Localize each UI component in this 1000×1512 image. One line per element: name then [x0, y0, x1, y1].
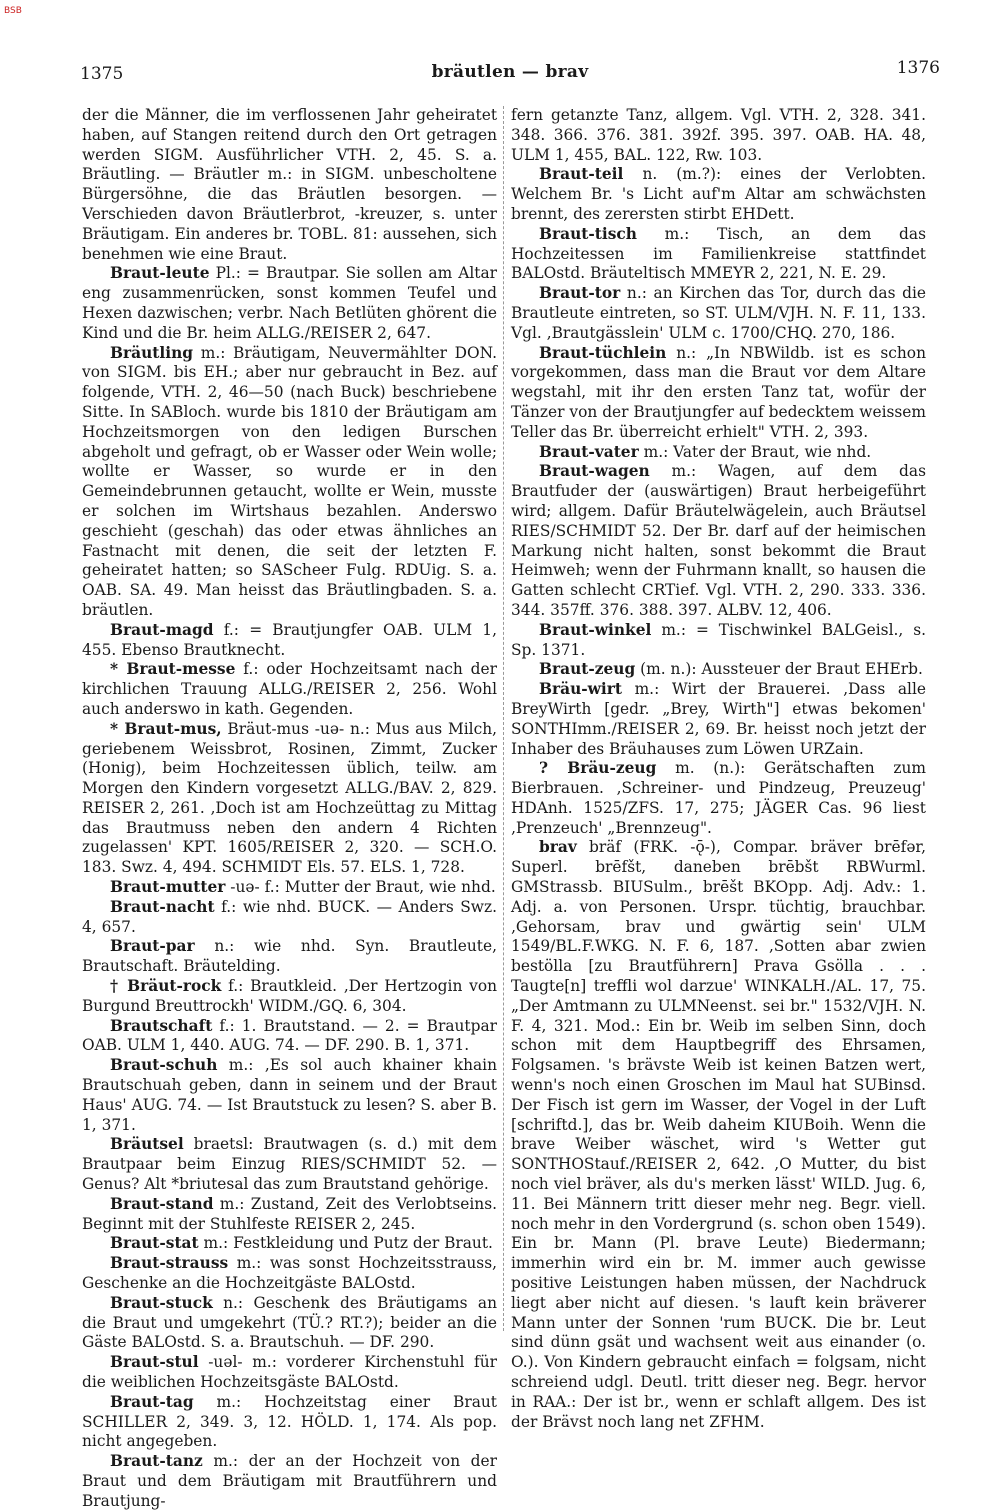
entry-lemma: Braut-stuck	[110, 1293, 213, 1312]
entry-lemma: † Bräut-rock	[110, 977, 222, 996]
entry-text: m.: Wagen, auf dem das Brautfuder der (auswärtigen) Braut herbeigeführt wird; allgem. Dafür Bräutelwägelein, auch Bräutsel RIES/SCHMIDT 52. Der Br. darf auf der heimischen Markung nicht halten, sonst bekommt die Braut Heimweh; wenn der Fuhrmann knallt, so hausen die Gatten schlecht CRTief. Vgl. VTH. 2, 290. 333. 336. 344. 357ff. 376. 388. 397. ALBV. 12, 406.	[511, 462, 926, 619]
entry-lemma: Braut-tüchlein	[539, 343, 667, 362]
entry	[82, 1452, 497, 1511]
entry	[511, 838, 926, 1432]
entry-lemma: Bräu-wirt	[539, 680, 622, 699]
library-stamp: BSB	[4, 6, 22, 16]
entry-lemma: Braut-mutter	[110, 878, 226, 897]
entry-text: f.: wie nhd. BUCK. — Anders Swz. 4, 657.	[82, 897, 497, 936]
entry-lemma: Braut-tor	[539, 284, 621, 303]
entry-text: braetsl: Brautwagen (s. d.) mit dem Brautpaar beim Einzug RIES/SCHMIDT 52. — Genus? Alt *briutesal das zum Brautstand gehörige.	[82, 1135, 497, 1194]
entry-lemma: Brautschaft	[110, 1016, 213, 1035]
entry-lemma: Braut-stul	[110, 1353, 199, 1372]
entry-text: -uə- f.: Mutter der Braut, wie nhd.	[230, 878, 496, 897]
entry-text: m.: Hochzeitstag einer Braut SCHILLER 2, 349. 3, 12. HÖLD. 1, 174. Als pop. nicht angegeben.	[82, 1392, 497, 1451]
entry-lemma: * Braut-messe	[110, 660, 236, 679]
entry	[82, 1195, 497, 1235]
entry-text: m.: der an der Hochzeit von der Braut und dem Bräutigam mit Brautführern und Brautjung-	[82, 1452, 497, 1510]
entry	[82, 106, 497, 264]
left-column	[82, 106, 498, 1510]
entry-text: bräf (FRK. -ǭ-), Compar. bräver brēfər, Superl. brēfšt, daneben brēbšt RBWurml. GMStrassb. BIUSulm., brēšt BKOpp. Adj. Adv.: 1. Adj. a. von Personen. Urspr. tüchtig, brauchbar. ‚Gehorsam, brav und gwärtig sein' ULM 1549/BL.F.WKG. N. F. 6, 187. ‚Sotten abar zwien bestölla [zu Brautführern] Prava Gsölla . . . Taugte[n] treffli wol darzue' WINKALH./AL. 17, 75. „Der Amtmann zu ULMNeenst. sei br." 1532/VJH. N. F. 4, 321. Mod.: Ein br. Weib im selben Sinn, doch schon mit dem Hauptbegriff des Ehrsamen, Folgsamen. 's brävste Weib ist keinen Batzen wert, wenn's noch einen Groschen im Maul hat SUBinsd. Der Fisch ist gern im Wasser, der Vogel in der Luft [schriftd.], das br. Weib daheim KIUBoih. Wenn die brave Weiber wäschet, wird 's Wetter gut SONTHOStauf./REISER 2, 642. ‚O Mutter, du bist noch viel bräver, als du's merken lässt' WILD. Jug. 6, 11. Bei Männern tritt dieser mehr neg. Begr. viell. noch mehr in den Vordergrund (s. schon oben 1549). Ein br. Mann (Pl. brave Leute) Biedermann; immerhin wird ein br. M. immer auch gewisse positive Leistungen haben müssen, der Nachdruck liegt aber nicht auf diesen. 's lauft kein bräverer Mann unter der Sonnen 'rum BUCK. Die br. Leut sind dünn gsät und wachsent weit aus einander (o. O.). Von Kindern gebraucht einfach = folgsam, nicht schreiend udgl. Deutl. tritt dieser neg. Begr. hervor in RAA.: Der ist br., wenn er schlaft allgem. Des ist der Brävst noch lang net ZFHM.	[511, 838, 926, 1431]
entry	[82, 1254, 497, 1294]
entry-text: f.: Brautkleid. ‚Der Hertzogin von Burgund Breuttrockh' WIDM./GQ. 6, 304.	[82, 977, 498, 1015]
entry-lemma: ? Bräu-zeug	[539, 759, 657, 778]
entry-lemma: * Braut-mus,	[110, 719, 222, 738]
column-divider	[503, 106, 504, 1331]
entry	[82, 977, 497, 1017]
entry-text: n.: an Kirchen das Tor, durch das die Brautleute eintreten, so ST. ULM/VJH. N. F. 11, 133. Vgl. ‚Brautgässlein' ULM c. 1700/CHQ. 270, 186.	[511, 284, 926, 342]
entry-text: fern getanzte Tanz, allgem. Vgl. VTH. 2, 328. 341. 348. 366. 376. 381. 392f. 395. 397. OAB. HA. 48, ULM 1, 455, BAL. 122, Rw. 103.	[511, 106, 926, 164]
entry-lemma: brav	[539, 838, 577, 857]
page-number-right: 1376	[896, 58, 940, 78]
entry-text: m.: Wirt der Brauerei. ‚Dass alle BreyWirth [gedr. „Brey, Wirth"] etwas bekomen' SONTHImm./REISER 2, 69. Br. heisst noch jetzt der Inhaber des Bräuhauses zum Löwen URZain.	[511, 680, 926, 758]
entry-text: n.: „In NBWildb. ist es schon vorgekommen, dass man die Braut vor dem Altare wegstahl, mit ihr den ersten Tanz tat, wofür der Tänzer von der Brautjungfer auf bedecktem weissem Teller das Br. überreicht erhielt" VTH. 2, 393.	[511, 343, 926, 441]
entry-text: f.: 1. Brautstand. — 2. = Brautpar OAB. ULM 1, 440. AUG. 74. — DF. 290. B. 1, 371.	[82, 1016, 497, 1055]
entry-text: m.: = Tischwinkel BALGeisl., s. Sp. 1371.	[511, 620, 926, 659]
entry-text: m.: Bräutigam, Neuvermählter DON. von SIGM. bis EH.; aber nur gebraucht in Bez. auf folgende, VTH. 2, 46—50 (nach Buck) beschriebene Sitte. In SABloch. wurde bis 1810 der Bräutigam am Hochzeitsmorgen von den ledigen Burschen abgeholt und gefragt, ob er Wasser oder Wein wolle; wollte er Wasser, so wurde er in den Gemeindebrunnen getaucht, wollte er Wein, musste er solchen im Wirtshaus bezahlen. Anderswo geschieht (geschah) das oder etwas ähnliches an Fastnacht mit denen, die seit der letzten F. geheiratet hatten; so SAScheer Fulg. RDUig. S. a. OAB. SA. 49. Man heisst das Bräutlingbaden. S. a. bräutlen.	[82, 343, 497, 619]
right-column	[511, 106, 926, 1431]
entry-lemma: Braut-nacht	[110, 897, 215, 916]
entry	[511, 443, 926, 463]
entry-lemma: Braut-par	[110, 937, 195, 956]
page-header	[80, 58, 940, 88]
entry-lemma: Braut-winkel	[539, 620, 652, 639]
entry	[511, 225, 926, 284]
entry-lemma: Braut-strauss	[110, 1254, 229, 1273]
entry	[511, 165, 926, 224]
entry-lemma: Braut-tanz	[110, 1452, 203, 1471]
entry-lemma: Braut-stat	[110, 1234, 199, 1253]
entry-lemma: Braut-schuh	[110, 1056, 218, 1075]
entry	[511, 284, 926, 343]
entry	[82, 720, 497, 878]
entry-lemma: Braut-stand	[110, 1194, 214, 1213]
entry	[511, 344, 926, 443]
entry	[82, 344, 497, 621]
entry	[82, 1135, 497, 1194]
entry-text: m.: Vater der Braut, wie nhd.	[643, 442, 872, 461]
entry	[511, 759, 926, 838]
entry	[82, 264, 497, 343]
entry	[82, 1353, 497, 1393]
entry	[82, 1393, 497, 1452]
entry-text: n. (m.?): eines der Verlobten. Welchem Br. 's Licht auf'm Altar am schwächsten brennt, des zerersten stirbt EHDett.	[511, 165, 926, 223]
entry-lemma: Braut-wagen	[539, 462, 650, 481]
entry-text: f.: oder Hochzeitsamt nach der kirchlichen Trauung ALLG./REISER 2, 256. Wohl auch anderswo in kath. Gegenden.	[82, 660, 497, 718]
entry-text: m.: Zustand, Zeit des Verlobtseins. Beginnt mit der Stuhlfeste REISER 2, 245.	[82, 1194, 497, 1233]
entry	[511, 660, 926, 680]
entry-lemma: Bräutsel	[110, 1135, 184, 1154]
entry-text: Bräut-mus -uə- n.: Mus aus Milch, geriebenem Weissbrot, Rosinen, Zimmt, Zucker (Honig), beim Hochzeitessen üblich, teilw. am Morgen den Kindern vorgesetzt ALLG./BAV. 2, 829. REISER 2, 261. ‚Doch ist am Hochzeüttag zu Mittag das Brautmuss neben den andern 4 Richten zugelassen' KPT. 1605/REISER 2, 320. — SCH.O. 183. Swz. 4, 494. SCHMIDT Els. 57. ELS. 1, 728.	[82, 719, 497, 877]
entry-lemma: Bräutling	[110, 343, 194, 362]
entry	[82, 1056, 497, 1135]
entry-lemma: Braut-magd	[110, 620, 214, 639]
entry	[82, 898, 497, 938]
entry	[82, 1017, 497, 1057]
entry-lemma: Braut-vater	[539, 442, 639, 461]
entry-text: der die Männer, die im verflossenen Jahr geheiratet haben, auf Stangen reitend durch den Ort getragen werden SIGM. Ausführlicher VTH. 2, 45. S. a. Bräutling. — Bräutler m.: in SIGM. unbescholtene Bürgersöhne, die das Bräutlen besorgen. — Verschieden davon Bräutlerbrot, -kreuzer, s. unter Bräutigam. Ein anderes br. TOBL. 81: aussehen, sich benehmen wie eine Braut.	[82, 106, 497, 263]
entry-text: n.: Geschenk des Bräutigams an die Braut und umgekehrt (TÜ.? RT.?); beider an die Gäste BALOstd. S. a. Brautschuh. — DF. 290.	[82, 1293, 497, 1352]
entry-text: -uəl- m.: vorderer Kirchenstuhl für die weiblichen Hochzeitsgäste BALOstd.	[82, 1353, 497, 1391]
entry	[82, 1294, 497, 1353]
entry-text: Pl.: = Brautpar. Sie sollen am Altar eng zusammenrücken, sonst kommen Teufel und Hexen dazwischen; verbr. Nach Betlüten ghörent die Kind und die Br. heim ALLG./REISER 2, 647.	[82, 264, 497, 342]
entry	[82, 1234, 497, 1254]
entry-lemma: Braut-zeug	[539, 660, 636, 679]
entry-lemma: Braut-leute	[110, 264, 210, 283]
entry-text: m.: was sonst Hochzeitsstrauss, Geschenke an die Hochzeitgäste BALOstd.	[82, 1254, 497, 1293]
entry	[511, 106, 926, 165]
entry-text: m.: Festkleidung und Putz der Braut.	[203, 1234, 493, 1253]
page-number-left: 1375	[80, 64, 124, 84]
entry-lemma: Braut-tag	[110, 1392, 194, 1411]
entry-text: n.: wie nhd. Syn. Brautleute, Brautschaft. Bräutelding.	[82, 937, 497, 976]
entry-text: m.: ‚Es sol auch khainer khain Brautschuah geben, dann in seinem und der Braut Haus' AUG. 74. — Ist Brautstuck zu lesen? S. aber B. 1, 371.	[82, 1056, 497, 1134]
entry-text: m.: Tisch, an dem das Hochzeitessen im Familienkreise stattfindet BALOstd. Bräuteltisch MMEYR 2, 221, N. E. 29.	[511, 224, 926, 283]
entry	[82, 660, 497, 719]
entry-text: (m. n.): Aussteuer der Braut EHErb.	[640, 660, 923, 679]
entry	[511, 621, 926, 661]
entry-text: m. (n.): Gerätschaften zum Bierbrauen. ‚Schreiner- und Pindzeug, Preuzeug' HDAnh. 1525/ZFS. 17, 275; JÄGER Cas. 96 liest ‚Prenzeuch' „Brennzeug".	[511, 759, 926, 837]
entry	[511, 462, 926, 620]
entry	[82, 937, 497, 977]
entry	[82, 878, 497, 898]
entry	[82, 621, 497, 661]
entry	[511, 680, 926, 759]
running-headwords: bräutlen — brav	[431, 62, 589, 82]
entry-text: f.: = Brautjungfer OAB. ULM 1, 455. Ebenso Brautknecht.	[82, 620, 497, 659]
entry-lemma: Braut-tisch	[539, 224, 637, 243]
entry-lemma: Braut-teil	[539, 165, 624, 184]
